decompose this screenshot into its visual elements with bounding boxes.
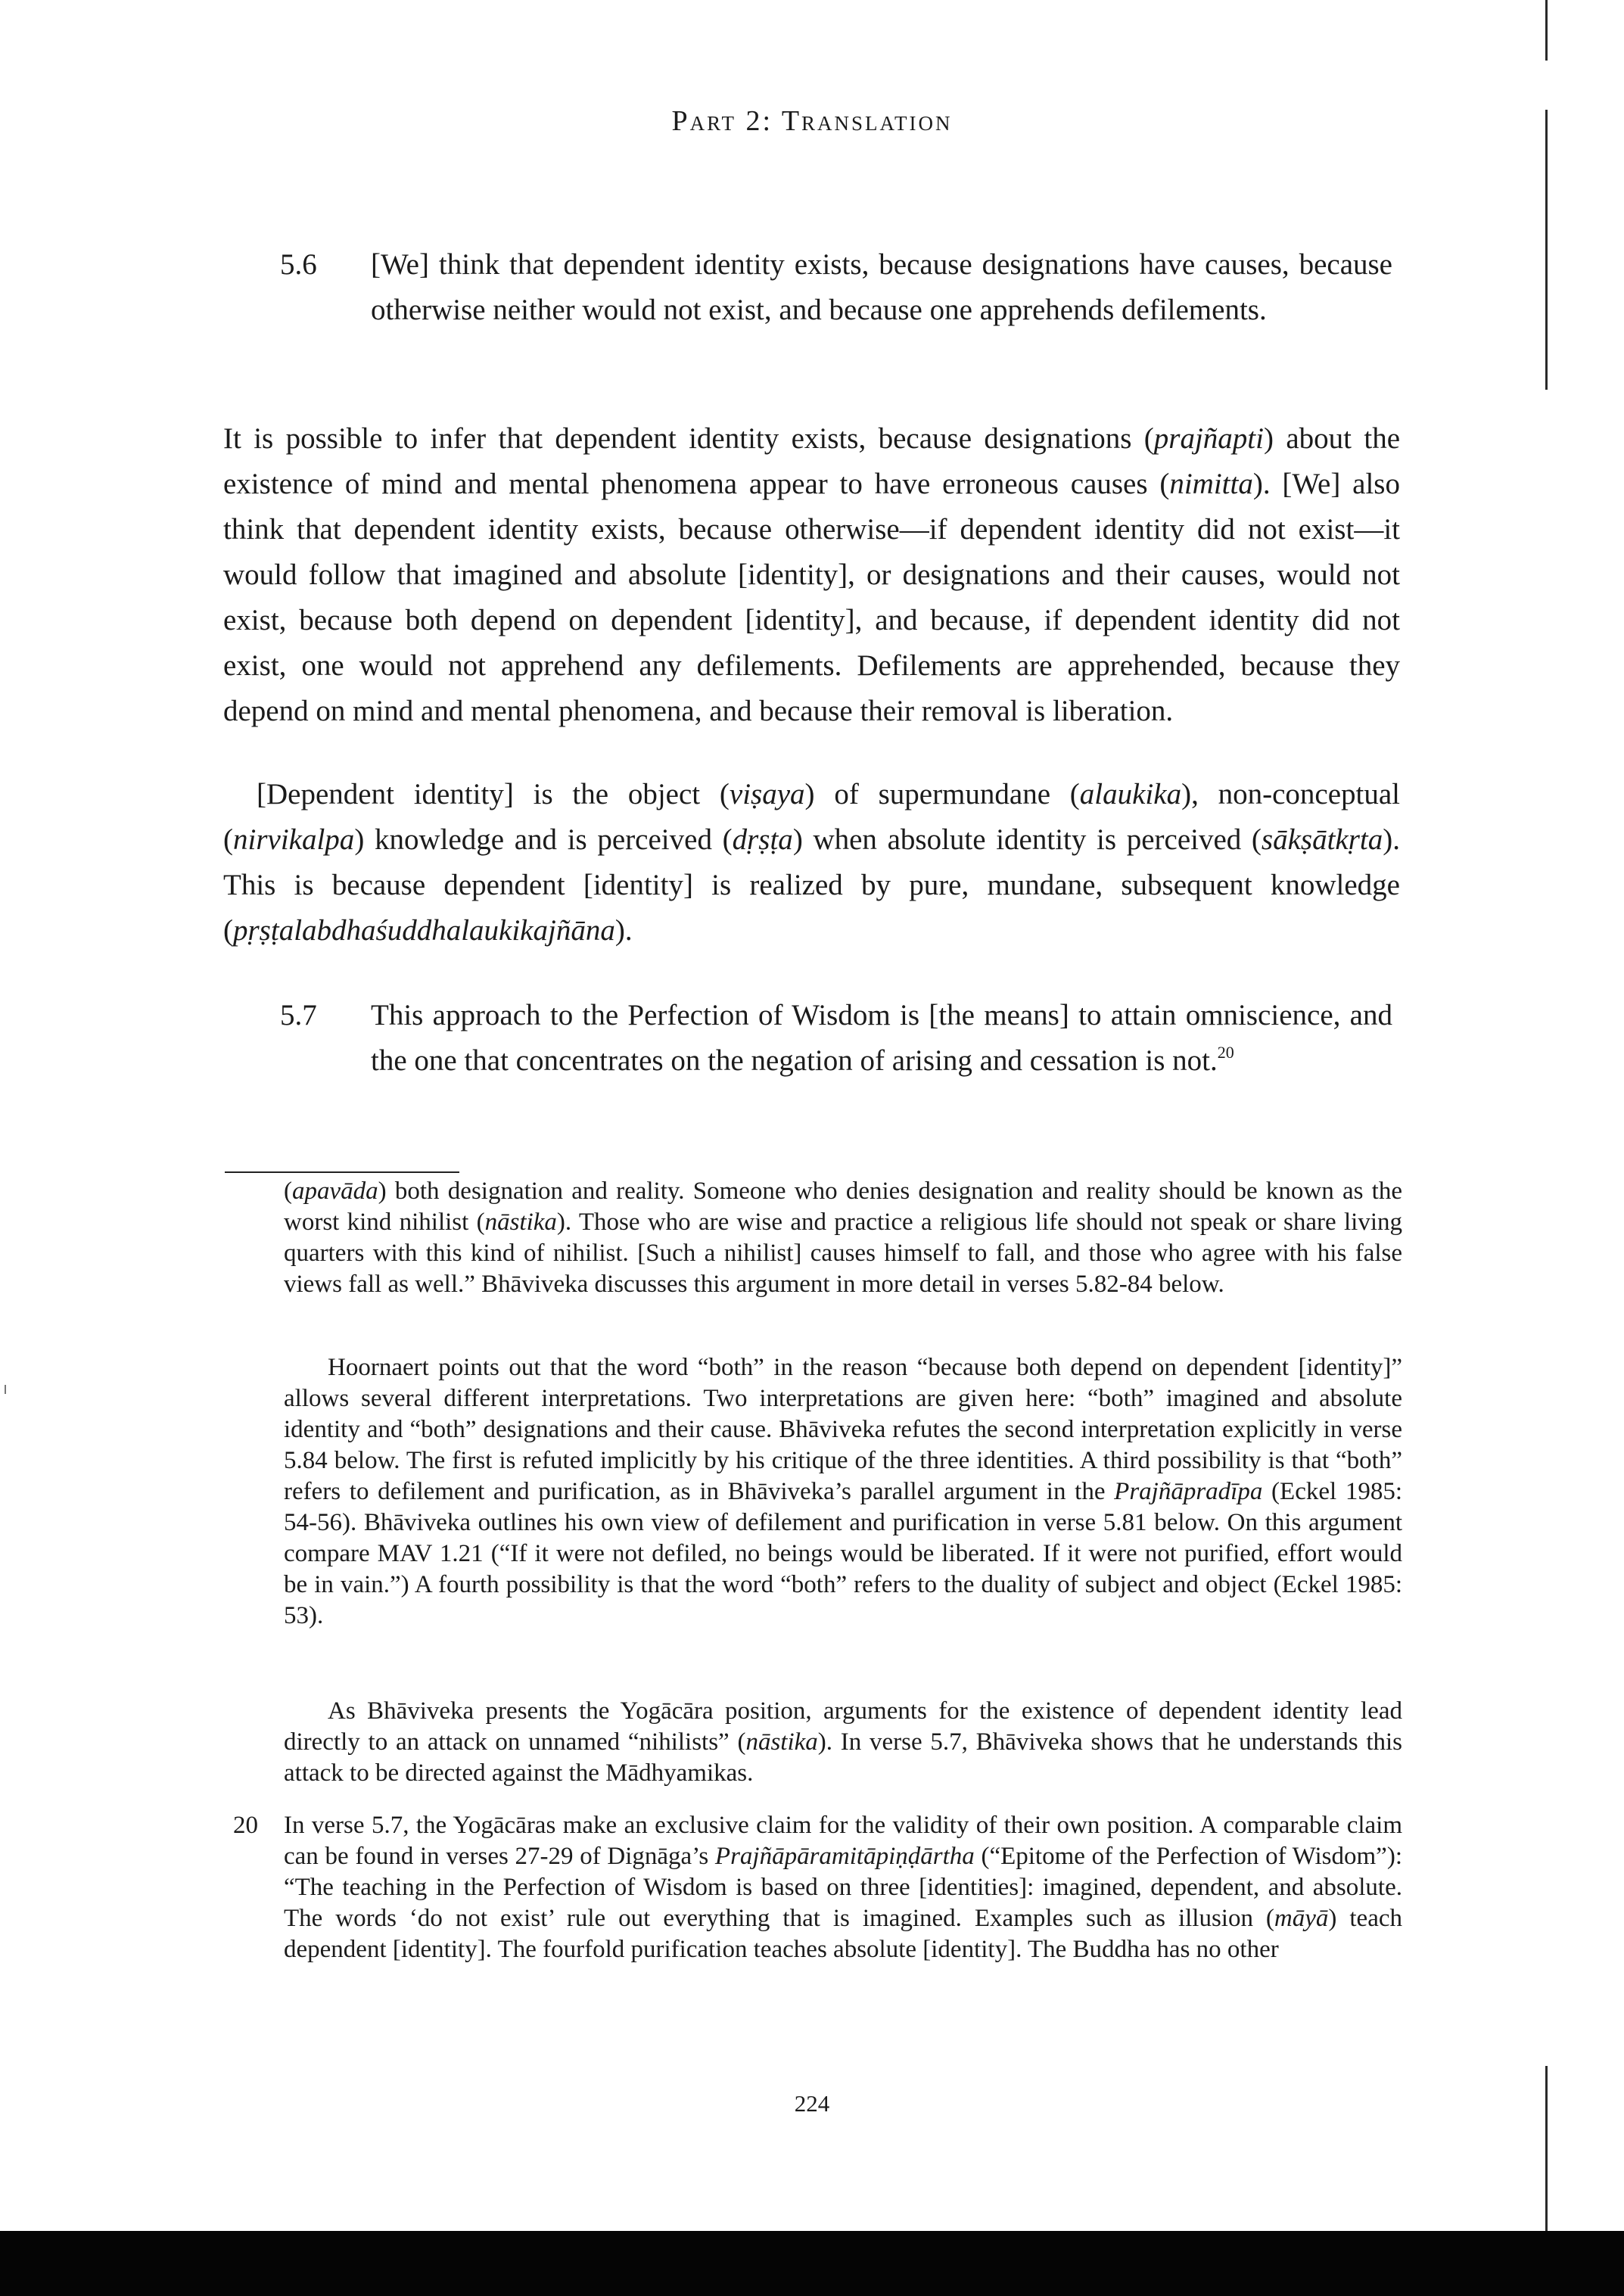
scan-edge-line (1545, 2066, 1548, 2231)
sanskrit-term: pṛṣṭalabdhaśuddhalaukikajñāna (233, 914, 615, 947)
sanskrit-term: alaukika (1079, 778, 1182, 810)
sanskrit-term: dṛṣṭa (732, 823, 793, 856)
verse-5-7 (280, 993, 1392, 1084)
footnote-number: 20 (233, 1812, 258, 1839)
scan-speck (5, 1385, 6, 1394)
sanskrit-term: nāstika (745, 1728, 818, 1756)
footnote-separator (225, 1171, 459, 1173)
footnote-paragraph: Hoornaert points out that the word “both” in the reason “because both depend on dependent [identity]” allows several different interpretations. Two interpretations are given here: “both” imagined and absolute identity and “both” designations and their cause. Bhāviveka refutes the second interpretation explicitly in verse 5.84 below. The first is refuted implicitly by his critique of the three identities. A third possibility is that “both” refers to defilement and purification, as in Bhāviveka’s parallel argument in the Prajñāpradīpa (Eckel 1985: 54-56). Bhāviveka outlines his own view of defilement and purification in verse 5.81 below. On this argument compare MAV 1.21 (“If it were not defiled, no beings would be liberated. If it were not purified, effort would be in vain.”) A fourth possibility is that the word “both” refers to the duality of subject and object (Eckel 1985: 53). (284, 1354, 1403, 1629)
verse-number: 5.6 (280, 248, 317, 281)
verse-text: [We] think that dependent identity exists, because designations have causes, because otherwise neither would not exist, and because one apprehends defilements. (371, 248, 1392, 326)
footnote-continued: (apavāda) both designation and reality. Someone who denies designation and reality should be known as the worst kind nihilist (nāstika). Those who are wise and practice a religious life should not speak or share living quarters with this kind of nihilist. [Such a nihilist] causes himself to fall, and those who agree with his false views fall as well.” Bhāviveka discusses this argument in more detail in verses 5.82-84 below. (284, 1178, 1402, 1298)
sanskrit-term: nāstika (484, 1209, 557, 1236)
verse-5-6 (280, 242, 1392, 333)
commentary-paragraph: It is possible to infer that dependent identity exists, because designations (prajñapti) about the existence of mind and mental phenomena appear to have erroneous causes (nimitta). [We] also think that dependent identity exists, because otherwise—if dependent identity did not exist—it would follow that imagined and absolute [identity], or designations and their causes, would not exist, because both depend on dependent [identity], and because, if dependent identity did not exist, one would not apprehend any defilements. Defilements are apprehended, because they depend on mind and mental phenomena, and because their removal is liberation. (223, 422, 1401, 727)
commentary-paragraph: [Dependent identity] is the object (viṣaya) of supermundane (alaukika), non-conceptual (nirvikalpa) knowledge and is perceived (dṛṣṭa) when absolute identity is perceived (sākṣātkṛta). This is because dependent [identity] is realized by pure, mundane, subsequent knowledge (pṛṣṭalabdhaśuddhalaukikajñāna). (223, 778, 1400, 947)
verse-number: 5.7 (280, 999, 317, 1031)
work-title: Prajñāpāramitāpiṇḍārtha (714, 1843, 975, 1870)
scan-edge-line (1545, 110, 1548, 390)
page-number: 224 (794, 2090, 830, 2117)
verse-text: This approach to the Perfection of Wisdom is [the means] to attain omniscience, and the one that concentrates on the negation of arising and cessation is not.$^{20}$ (371, 999, 1392, 1077)
sanskrit-term: sākṣātkṛta (1261, 823, 1383, 856)
sanskrit-term: apavāda (292, 1178, 378, 1205)
scan-bottom-shadow (0, 2231, 1624, 2296)
sanskrit-term: viṣaya (729, 778, 805, 810)
sanskrit-term: prajñapti (1153, 422, 1264, 455)
footnote-paragraph: As Bhāviveka presents the Yogācāra position, arguments for the existence of dependent identity lead directly to an attack on unnamed “nihilists” (nāstika). In verse 5.7, Bhāviveka shows that he understands this attack to be directed against the Mādhyamikas. (284, 1697, 1403, 1787)
running-head: Part 2: Translation (671, 105, 953, 137)
footnote-20: In verse 5.7, the Yogācāras make an exclusive claim for the validity of their own position. A comparable claim can be found in verses 27-29 of Dignāga’s Prajñāpāramitāpiṇḍārtha (“Epitome of the Perfection of Wisdom”): “The teaching in the Perfection of Wisdom is based on three [identities]: imagined, dependent, and absolute. The words ‘do not exist’ rule out everything that is imagined. Examples such as illusion (māyā) teach dependent [identity]. The fourfold purification teaches absolute [identity]. The Buddha has no other (284, 1812, 1402, 1963)
work-title: Prajñāpradīpa (1114, 1478, 1263, 1505)
sanskrit-term: māyā (1274, 1905, 1329, 1932)
scan-edge-line (1545, 0, 1548, 61)
sanskrit-term: nirvikalpa (233, 823, 355, 856)
footnote-reference[interactable]: 20 (1217, 1043, 1234, 1062)
sanskrit-term: nimitta (1169, 468, 1253, 500)
